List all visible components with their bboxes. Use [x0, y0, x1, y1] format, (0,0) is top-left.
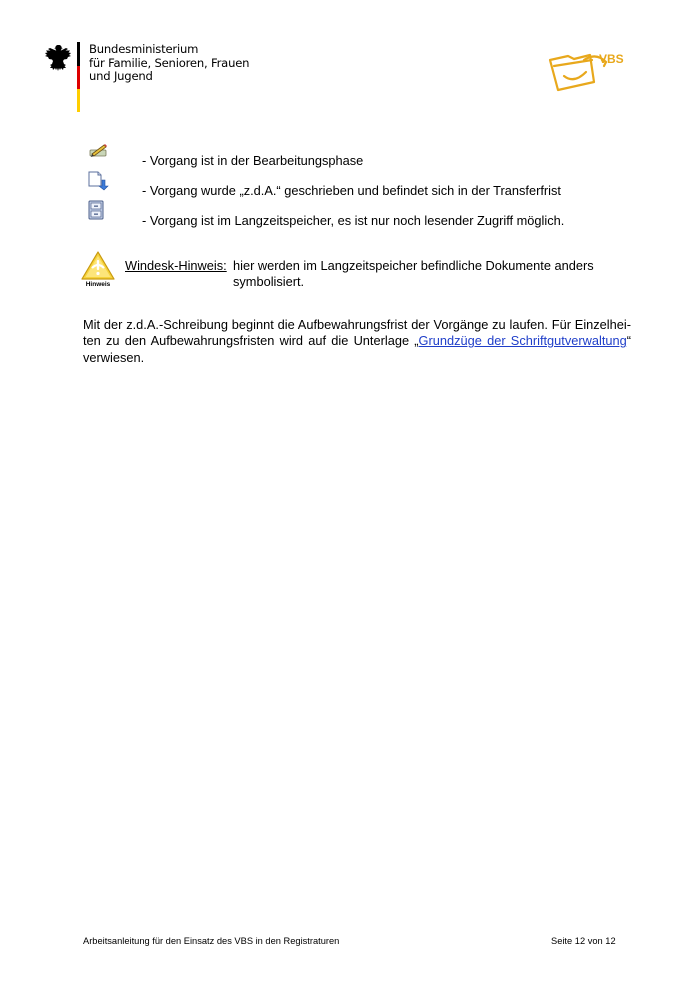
note-label: Windesk-Hinweis:: [125, 258, 227, 273]
flag-stripe-gold: [77, 89, 80, 112]
note-text: hier werden im Langzeitspeicher befindliche Dokumente anders symbolisiert.: [233, 258, 594, 289]
footer-document-title: Arbeitsanleitung für den Einsatz des VBS in den Registraturen: [83, 936, 340, 946]
flag-bar: [77, 42, 80, 112]
ministry-name: [89, 43, 249, 84]
archive-cabinet-icon: [87, 200, 109, 220]
status-text-archive: - Vorgang ist im Langzeitspeicher, es ist nur noch lesender Zugriff möglich.: [142, 213, 565, 228]
ministry-line: für Familie, Senioren, Frauen: [89, 55, 250, 70]
flag-stripe-black: [77, 42, 80, 66]
flag-stripe-red: [77, 66, 80, 89]
status-text-transfer: - Vorgang wurde „z.d.A.“ geschrieben und befindet sich in der Transferfrist: [142, 183, 561, 198]
ministry-line: Bundesministerium: [89, 42, 199, 56]
vbs-logo: [544, 46, 632, 96]
paragraph-text-before: Mit der z.d.A.-Schreibung beginnt die Aufbewahrungsfrist der Vorgänge zu laufen. Für Einzelheiten zu den Aufbewahrungsfristen wird auf die Unterlage „: [83, 317, 631, 349]
footer-page-number: Seite 12 von 12: [551, 936, 616, 946]
ministry-line: und Jugend: [89, 69, 153, 83]
schriftgut-link[interactable]: Grundzüge der Schriftgutverwaltung: [418, 333, 627, 349]
federal-eagle-icon: [44, 42, 72, 74]
vbs-logo-text: VBS: [599, 52, 624, 66]
paragraph-text-after: “ verwiesen.: [83, 333, 631, 365]
body-paragraph: [83, 317, 631, 366]
document-transfer-icon: [87, 171, 109, 191]
pencil-edit-icon: [87, 141, 109, 161]
note-icon-caption: Hinweis: [85, 281, 111, 288]
status-text-editing: - Vorgang ist in der Bearbeitungsphase: [142, 153, 364, 168]
